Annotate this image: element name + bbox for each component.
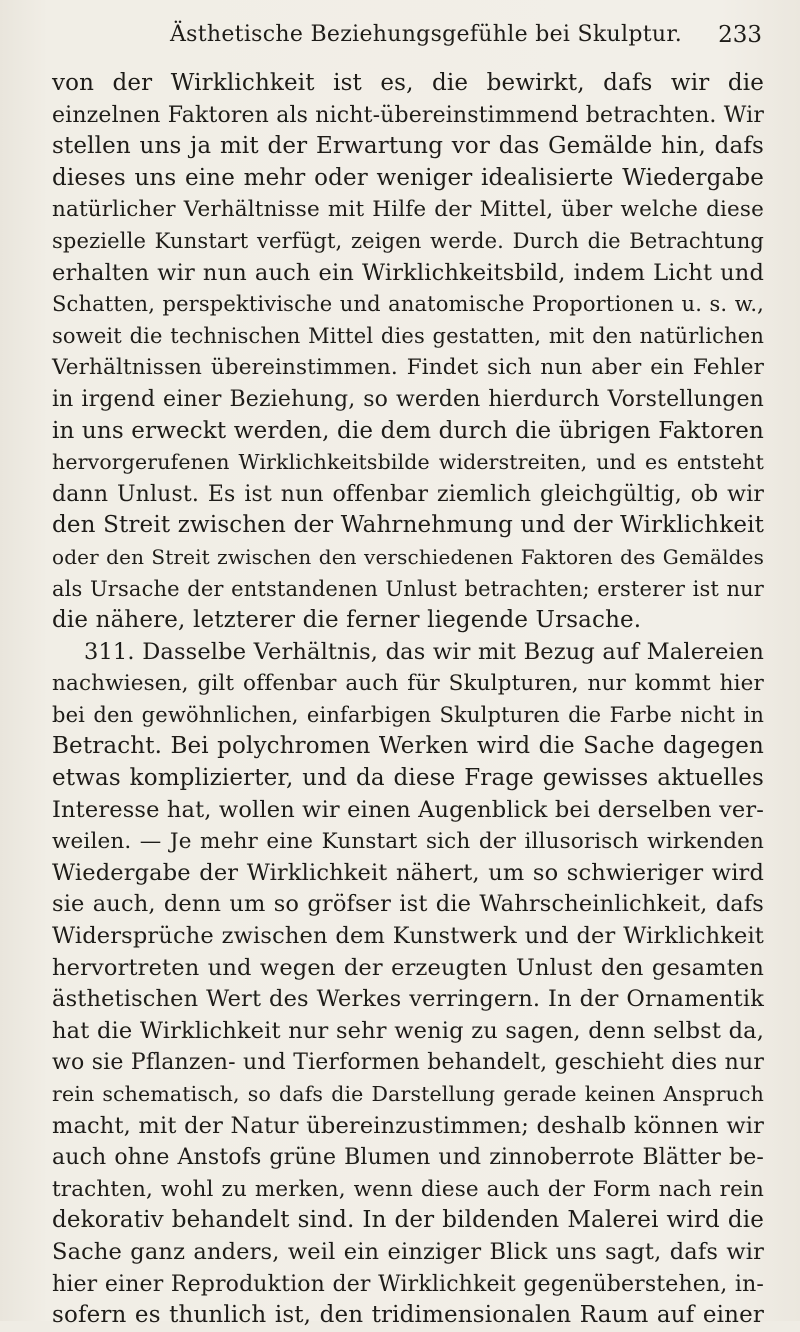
text-line: Schatten, perspektivische und anatomische Proportionen u. s. w.,	[52, 292, 764, 317]
text-line: einzelnen Faktoren als nicht-übereinstimmend betrachten. Wir	[52, 102, 764, 128]
text-line: trachten, wohl zu merken, wenn diese auch der Form nach rein	[52, 1176, 764, 1202]
text-line: hat die Wirklichkeit nur sehr wenig zu sagen, denn selbst da,	[52, 1017, 764, 1044]
text-line: stellen uns ja mit der Erwartung vor das Gemälde hin, dafs	[52, 133, 764, 160]
text-line: sie auch, denn um so gröfser ist die Wahrscheinlichkeit, dafs	[52, 891, 764, 918]
text-line: macht, mit der Natur übereinzustimmen; deshalb können wir	[52, 1112, 764, 1139]
text-line: hervortreten und wegen der erzeugten Unlust den gesamten	[52, 954, 764, 981]
section-311-first-line: 311. Dasselbe Verhältnis, das wir mit Bezug auf Malereien	[84, 638, 764, 665]
text-line: in uns erweckt werden, die dem durch die übrigen Faktoren	[52, 417, 765, 444]
paragraph-end-line: die nähere, letzterer die ferner liegende Ursache.	[52, 607, 642, 634]
text-line: oder den Streit zwischen den verschiedenen Faktoren des Gemäldes	[52, 544, 764, 569]
text-line: natürlicher Verhältnisse mit Hilfe der Mittel, über welche diese	[52, 197, 764, 223]
text-line: dekorativ behandelt sind. In der bildenden Malerei wird die	[52, 1207, 764, 1234]
text-line: sofern es thunlich ist, den tridimensionalen Raum auf einer	[52, 1302, 764, 1329]
text-line: erhalten wir nun auch ein Wirklichkeitsbild, indem Licht und	[52, 259, 764, 286]
text-line: in irgend einer Beziehung, so werden hierdurch Vorstellungen	[52, 386, 764, 412]
text-line: dieses uns eine mehr oder weniger idealisierte Wiedergabe	[52, 164, 764, 191]
text-line: etwas komplizierter, und da diese Frage gewisses aktuelles	[52, 765, 764, 792]
text-line: weilen. — Je mehr eine Kunstart sich der illusorisch wirkenden	[52, 829, 764, 855]
text-line: ästhetischen Wert des Werkes verringern. In der Ornamentik	[52, 986, 764, 1013]
text-line: auch ohne Anstofs grüne Blumen und zinnoberrote Blätter be-	[52, 1145, 764, 1171]
text-line: von der Wirklichkeit ist es, die bewirkt, dafs wir die	[52, 70, 764, 96]
text-line: rein schematisch, so dafs die Darstellung gerade keinen Anspruch	[52, 1082, 764, 1106]
text-line: Wiedergabe der Wirklichkeit nähert, um so schwieriger wird	[52, 859, 764, 886]
text-line: wo sie Pflanzen- und Tierformen behandelt, geschieht dies nur	[52, 1050, 764, 1076]
text-line: soweit die technischen Mittel dies gestatten, mit den natürlichen	[52, 323, 764, 348]
page-header	[90, 22, 762, 58]
text-line: spezielle Kunstart verfügt, zeigen werde. Durch die Betrachtung	[52, 228, 764, 253]
text-line: Verhältnissen übereinstimmen. Findet sich nun aber ein Fehler	[52, 355, 764, 381]
text-line: den Streit zwischen der Wahrnehmung und der Wirklichkeit	[52, 512, 764, 539]
text-line: als Ursache der entstandenen Unlust betrachten; ersterer ist nur	[52, 576, 764, 601]
body-text	[52, 68, 764, 1332]
text-line: bei den gewöhnlichen, einfarbigen Skulpturen die Farbe nicht in	[52, 702, 764, 727]
page-number: 233	[718, 22, 762, 48]
text-line: Sache ganz anders, weil ein einziger Blick uns sagt, dafs wir	[52, 1238, 764, 1265]
text-line: hier einer Reproduktion der Wirklichkeit gegenüberstehen, in-	[52, 1271, 764, 1297]
running-title: Ästhetische Beziehungsgefühle bei Skulptur.	[169, 22, 683, 47]
text-line: nachwiesen, gilt offenbar auch für Skulpturen, nur kommt hier	[52, 671, 764, 697]
text-line: Widersprüche zwischen dem Kunstwerk und der Wirklichkeit	[52, 923, 764, 950]
text-line: Interesse hat, wollen wir einen Augenblick bei derselben ver-	[52, 796, 764, 823]
text-line: hervorgerufenen Wirklichkeitsbilde widerstreiten, und es entsteht	[52, 450, 764, 475]
text-line: dann Unlust. Es ist nun offenbar ziemlich gleichgültig, ob wir	[52, 481, 764, 507]
text-line: Betracht. Bei polychromen Werken wird die Sache dagegen	[52, 733, 764, 760]
